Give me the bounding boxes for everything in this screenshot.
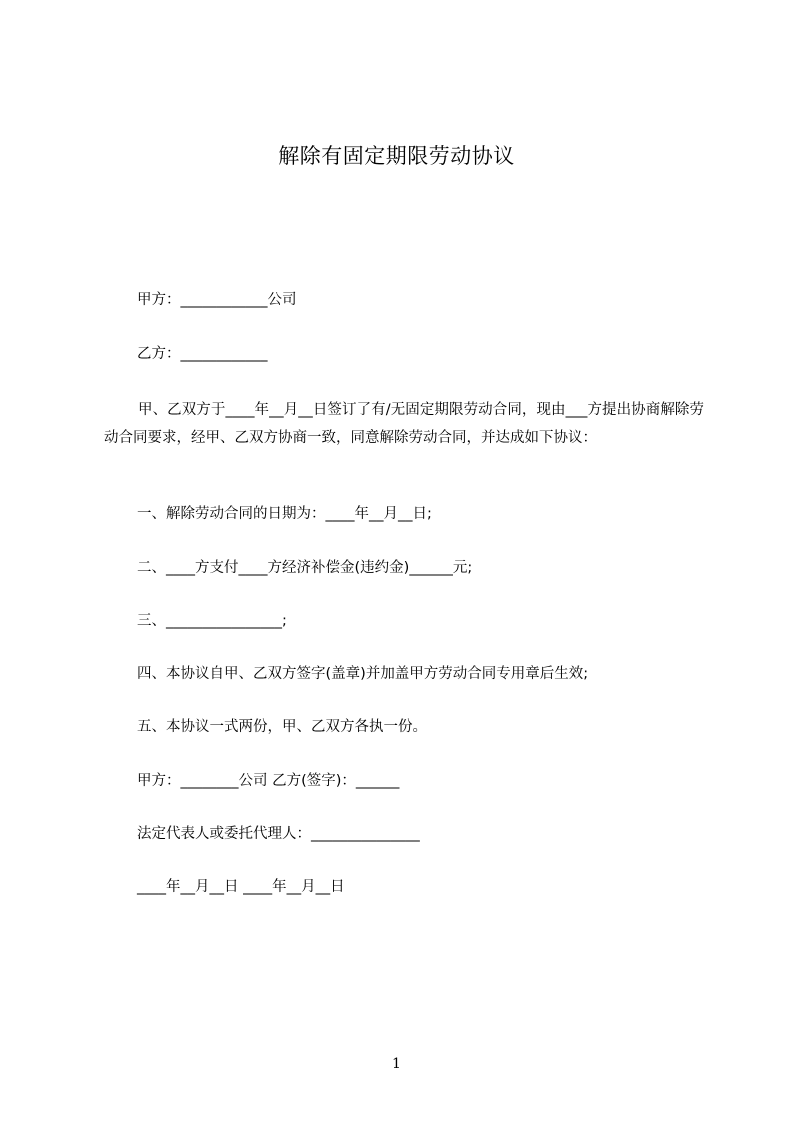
clause-5: 五、本协议一式两份，甲、乙双方各执一份。 [137,719,427,735]
clause-2: 二、____方支付____方经济补偿金(违约金)______元; [137,560,473,576]
representative-line: 法定代表人或委托代理人：_______________ [137,826,420,842]
clause-4: 四、本协议自甲、乙双方签字(盖章)并加盖甲方劳动合同专用章后生效; [137,666,589,682]
page-number: 1 [392,1056,401,1072]
signature-line: 甲方：________公司 乙方(签字)：______ [137,773,400,789]
clause-3: 三、________________; [137,613,287,629]
date-line: ____年__月__日 ____年__月__日 [137,879,345,895]
party-b-line: 乙方：____________ [137,346,268,362]
intro-paragraph: 甲、乙双方于____年__月__日签订了有/无固定期限劳动合同，现由___方提出协商解除劳动合同要求，经甲、乙双方协商一致，同意解除劳动合同，并达成如下协议： [104,402,704,446]
clause-1: 一、解除劳动合同的日期为：____年__月__日; [137,506,432,522]
document-title: 解除有固定期限劳动协议 [278,144,515,168]
party-a-line: 甲方：____________公司 [137,292,297,308]
